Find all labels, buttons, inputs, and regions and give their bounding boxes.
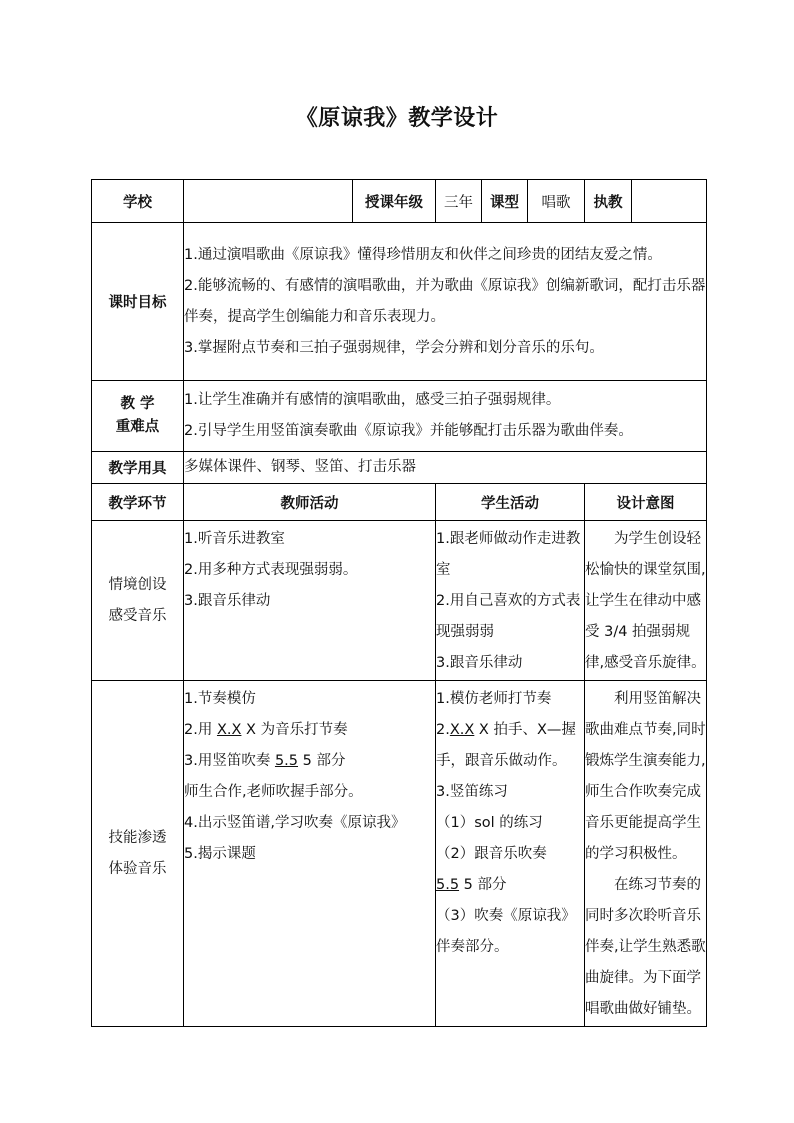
section2-stage-line2: 体验音乐 [108, 860, 167, 877]
student-activity-item: （1）sol 的练习 [436, 815, 543, 831]
section2-teacher [184, 681, 436, 1027]
rhythm-notation: X.X [216, 722, 242, 738]
teacher-activity-item: 1.节奏模仿 [184, 691, 256, 707]
key-points-label [92, 381, 184, 452]
column-teacher: 教师活动 [184, 484, 436, 521]
student-activity-item: 2.用自己喜欢的方式表现强弱弱 [436, 593, 581, 640]
student-activity-item: 3.竖笛练习 [436, 784, 508, 800]
tools-row [92, 452, 707, 484]
column-student: 学生活动 [436, 484, 585, 521]
student-activity-item: （3）吹奏《原谅我》伴奏部分。 [436, 908, 576, 955]
columns-header-row [92, 484, 707, 521]
text-segment: X 为音乐打节奏 [241, 722, 348, 738]
rhythm-notation: 5.5 [274, 753, 299, 769]
school-label: 学校 [92, 180, 184, 223]
section1-intent [585, 521, 707, 681]
text-segment: 5 部分 [459, 877, 507, 893]
text-segment: X 拍手、X—握手，跟音乐做动作。 [436, 722, 576, 769]
intent-paragraph: 利用竖笛解决歌曲难点节奏,同时锻炼学生演奏能力,师生合作吹奏完成音乐更能提高学生的学习积极性。 [585, 691, 706, 862]
section2-stage-line1: 技能渗透 [108, 829, 167, 846]
section2-intent [585, 681, 707, 1027]
text-segment: 2. [436, 722, 450, 738]
teacher-activity-item: 5.揭示课题 [184, 846, 256, 862]
key-points-label-line1: 教 学 [120, 396, 155, 412]
tools-label: 教学用具 [92, 452, 184, 484]
teacher-activity-item: 2.用多种方式表现强弱弱。 [184, 562, 358, 578]
student-activity-item: （2）跟音乐吹奏 [436, 846, 547, 862]
goal-item: 2.能够流畅的、有感情的演唱歌曲，并为歌曲《原谅我》创编新歌词，配打击乐器伴奏，提高学生创编能力和音乐表现力。 [184, 277, 706, 325]
key-point-item: 2.引导学生用竖笛演奏歌曲《原谅我》并能够配打击乐器为歌曲伴奏。 [184, 423, 633, 439]
section2-student [436, 681, 585, 1027]
teacher-label: 执教 [585, 180, 632, 223]
goal-item: 3.掌握附点节奏和三拍子强弱规律，学会分辨和划分音乐的乐句。 [184, 339, 604, 356]
intent-paragraph: 为学生创设轻松愉快的课堂氛围,让学生在律动中感受 3/4 拍强弱规律,感受音乐旋律。 [585, 531, 706, 671]
section1-student [436, 521, 585, 681]
tools-value: 多媒体课件、钢琴、竖笛、打击乐器 [184, 452, 707, 484]
school-value [184, 180, 353, 223]
teacher-activity-item [184, 746, 435, 777]
teacher-activity-item: 1.听音乐进教室 [184, 531, 285, 547]
student-activity-item: 1.模仿老师打节奏 [436, 691, 552, 707]
teacher-activity-item: 4.出示竖笛谱,学习吹奏《原谅我》 [184, 815, 406, 831]
grade-label: 授课年级 [353, 180, 436, 223]
student-activity-item: 3.跟音乐律动 [436, 655, 523, 671]
teacher-activity-item [184, 715, 435, 746]
goals-label: 课时目标 [92, 223, 184, 381]
section2-stage [92, 681, 184, 1027]
grade-value: 三年 [436, 180, 482, 223]
header-row [92, 180, 707, 223]
section2-row [92, 681, 707, 1027]
text-segment: 2.用 [184, 722, 217, 738]
column-stage: 教学环节 [92, 484, 184, 521]
key-point-item: 1.让学生准确并有感情的演唱歌曲，感受三拍子强弱规律。 [184, 392, 561, 408]
key-points-content [184, 381, 707, 452]
intent-paragraph: 在练习节奏的同时多次聆听音乐伴奏,让学生熟悉歌曲旋律。为下面学唱歌曲做好铺垫。 [585, 877, 706, 1017]
section1-teacher [184, 521, 436, 681]
lesson-plan-table [91, 179, 707, 1027]
teacher-activity-item: 师生合作,老师吹握手部分。 [184, 784, 363, 800]
type-label: 课型 [482, 180, 528, 223]
student-activity-item [436, 715, 584, 777]
student-activity-item [436, 870, 584, 901]
key-points-row [92, 381, 707, 452]
student-activity-item: 1.跟老师做动作走进教室 [436, 531, 581, 578]
column-intent: 设计意图 [585, 484, 707, 521]
teacher-value [632, 180, 707, 223]
goals-content [184, 223, 707, 381]
page-title: 《原谅我》教学设计 [295, 106, 499, 131]
teacher-activity-item: 3.跟音乐律动 [184, 593, 271, 609]
section1-stage [92, 521, 184, 681]
key-points-label-line2: 重难点 [115, 419, 160, 435]
type-value: 唱歌 [528, 180, 585, 223]
text-segment: 3.用竖笛吹奏 [184, 753, 275, 769]
goal-item: 1.通过演唱歌曲《原谅我》懂得珍惜朋友和伙伴之间珍贵的团结友爱之情。 [184, 246, 662, 263]
section1-stage-line2: 感受音乐 [108, 607, 167, 624]
section1-stage-line1: 情境创设 [108, 576, 167, 593]
text-segment: 5 部分 [298, 753, 346, 769]
rhythm-notation: X.X [449, 722, 475, 738]
section1-row [92, 521, 707, 681]
rhythm-notation: 5.5 [436, 877, 460, 893]
goals-row [92, 223, 707, 381]
